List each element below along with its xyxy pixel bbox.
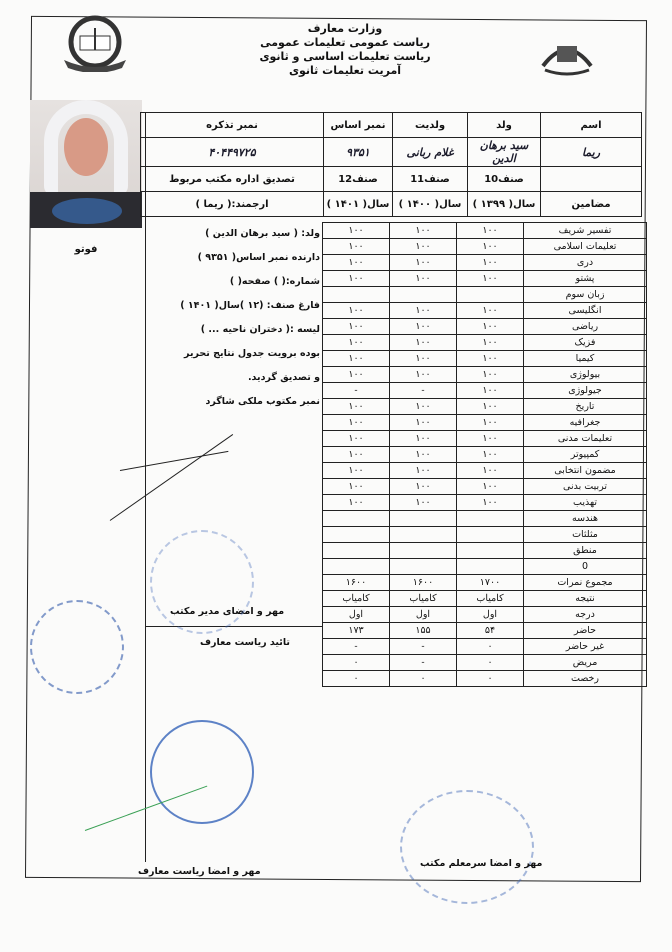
grade-10-value: ۱۷۰۰ <box>457 575 524 591</box>
subject-row <box>323 479 647 495</box>
subject-name: تفسیر شریف <box>524 223 647 239</box>
grade-10-value: ۱۰۰ <box>457 415 524 431</box>
label-name: اسم <box>541 113 642 138</box>
subject-row <box>323 367 647 383</box>
grade-12-value <box>323 287 390 303</box>
grade-12-value: ۱۰۰ <box>323 351 390 367</box>
subject-name: تربیت بدنی <box>524 479 647 495</box>
head-teacher-stamp <box>400 790 534 904</box>
side-holder: دارنده نمبر اساس( ۹۳۵۱ ) <box>197 252 320 263</box>
footer-right-signature: مهر و امضا سرمعلم مکتب <box>420 858 543 869</box>
grade-12-value: ۱۰۰ <box>323 303 390 319</box>
grade-12-value: ۱۰۰ <box>323 447 390 463</box>
grade-10-value: ۱۰۰ <box>457 223 524 239</box>
grade-12-value: ۰ <box>323 655 390 671</box>
side-number: شماره:( ) صفحه( ) <box>229 276 320 287</box>
grade-12-value: ۱۰۰ <box>323 255 390 271</box>
grade-11-value: ۱۰۰ <box>390 303 457 319</box>
grade-11-value <box>390 527 457 543</box>
subject-row <box>323 463 647 479</box>
grade-10-value: ۵۴ <box>457 623 524 639</box>
grade-10-value: ۱۰۰ <box>457 239 524 255</box>
header-grade-11: صنف11 <box>393 167 468 192</box>
header-approval: تصدیق اداره مکتب مربوط <box>141 167 324 192</box>
subject-name: تعلیمات اسلامی <box>524 239 647 255</box>
grade-11-value: ۱۰۰ <box>390 415 457 431</box>
grade-10-value: ۱۰۰ <box>457 431 524 447</box>
official-stamp <box>30 600 124 694</box>
grade-11-value: ۱۶۰۰ <box>390 575 457 591</box>
value-son-of: سید برهان الدین <box>468 138 541 167</box>
grade-12-value: ۱۰۰ <box>323 223 390 239</box>
subject-row <box>323 351 647 367</box>
subject-name: انگلیسی <box>524 303 647 319</box>
grade-10-value: ۱۰۰ <box>457 351 524 367</box>
subject-row <box>323 399 647 415</box>
summary-row <box>323 591 647 607</box>
grade-10-value: ۱۰۰ <box>457 399 524 415</box>
subject-name: تهذیب <box>524 495 647 511</box>
grade-11-value: ۱۰۰ <box>390 239 457 255</box>
subject-row <box>323 319 647 335</box>
subject-name: جغرافیه <box>524 415 647 431</box>
subject-row <box>323 239 647 255</box>
subject-name: تاریخ <box>524 399 647 415</box>
grade-11-value: ۱۰۰ <box>390 447 457 463</box>
grade-10-value: ۱۰۰ <box>457 335 524 351</box>
subject-row <box>323 527 647 543</box>
value-base-number: ۹۳۵۱ <box>324 138 393 167</box>
grade-12-value: ۱۰۰ <box>323 319 390 335</box>
summary-row <box>323 623 647 639</box>
year-grade-10: سال( ۱۳۹۹ ) <box>468 192 541 217</box>
grade-10-value: ۱۰۰ <box>457 447 524 463</box>
grade-12-value: ۰ <box>323 671 390 687</box>
education-dept-stamp <box>150 720 254 824</box>
grade-11-value: ۱۰۰ <box>390 367 457 383</box>
grade-12-value <box>323 543 390 559</box>
grade-12-value <box>323 527 390 543</box>
national-emblem-icon <box>535 30 599 78</box>
subject-name: درجه <box>524 607 647 623</box>
subject-name: مریض <box>524 655 647 671</box>
value-name: ریما <box>541 138 642 167</box>
summary-row <box>323 575 647 591</box>
grade-11-value: ۱۰۰ <box>390 223 457 239</box>
subject-row <box>323 495 647 511</box>
label-father: ولدیت <box>393 113 468 138</box>
side-verified-2: و تصدیق گردید. <box>247 372 320 383</box>
grade-10-value <box>457 527 524 543</box>
grade-12-value: ۱۰۰ <box>323 271 390 287</box>
grade-10-value: ۱۰۰ <box>457 479 524 495</box>
value-id-number: ۴۰۴۴۹۷۲۵ <box>141 138 324 167</box>
grade-11-value: اول <box>390 607 457 623</box>
subject-name: کیمیا <box>524 351 647 367</box>
grade-11-value: ۱۰۰ <box>390 335 457 351</box>
grade-11-value: ۱۵۵ <box>390 623 457 639</box>
subject-row <box>323 383 647 399</box>
subject-name: ریاضی <box>524 319 647 335</box>
subject-name: فزیک <box>524 335 647 351</box>
label-base-number: نمبر اساس <box>324 113 393 138</box>
grade-10-value: اول <box>457 607 524 623</box>
grade-12-value: ۱۰۰ <box>323 479 390 495</box>
value-father: غلام ربانی <box>393 138 468 167</box>
student-info-table <box>140 112 642 217</box>
grade-11-value <box>390 543 457 559</box>
document-header <box>230 22 460 78</box>
subject-row <box>323 543 647 559</box>
grade-12-value: ۱۰۰ <box>323 415 390 431</box>
subject-name: مثلثات <box>524 527 647 543</box>
subject-name: کمپیوتر <box>524 447 647 463</box>
grade-10-value <box>457 559 524 575</box>
subject-row <box>323 335 647 351</box>
grade-10-value: ۱۰۰ <box>457 383 524 399</box>
grade-11-value: ۱۰۰ <box>390 431 457 447</box>
grade-11-value <box>390 511 457 527</box>
subject-row <box>323 415 647 431</box>
subject-row <box>323 559 647 575</box>
side-rank: ارجمند:( ریما ) <box>141 192 324 217</box>
subject-row <box>323 287 647 303</box>
subject-name: بیولوژی <box>524 367 647 383</box>
subject-row <box>323 447 647 463</box>
grade-12-value: ۱۰۰ <box>323 399 390 415</box>
grade-12-value: اول <box>323 607 390 623</box>
grade-11-value: ۱۰۰ <box>390 479 457 495</box>
header-grade-12: صنف12 <box>324 167 393 192</box>
subject-row <box>323 271 647 287</box>
year-grade-12: سال( ۱۴۰۱ ) <box>324 192 393 217</box>
subject-name: هندسه <box>524 511 647 527</box>
grade-10-value <box>457 543 524 559</box>
grade-10-value: ۱۰۰ <box>457 463 524 479</box>
grade-11-value: ۱۰۰ <box>390 351 457 367</box>
grade-10-value: ۱۰۰ <box>457 367 524 383</box>
grade-12-value: ۱۰۰ <box>323 239 390 255</box>
header-line-4: آمریت تعلیمات ثانوی <box>288 64 402 77</box>
grade-10-value <box>457 287 524 303</box>
school-stamp <box>150 530 254 634</box>
student-photo <box>30 100 142 228</box>
subject-name: منطق <box>524 543 647 559</box>
summary-row <box>323 607 647 623</box>
grade-12-value <box>323 559 390 575</box>
grade-12-value: ۱۰۰ <box>323 335 390 351</box>
dept-approval-label: تائید ریاست معارف <box>200 637 290 648</box>
label-son-of: ولد <box>468 113 541 138</box>
grade-12-value: - <box>323 639 390 655</box>
grade-11-value: ۱۰۰ <box>390 399 457 415</box>
header-subjects: مضامین <box>541 192 642 217</box>
grade-11-value: کامیاب <box>390 591 457 607</box>
grade-10-value: ۰ <box>457 655 524 671</box>
subject-name: تعلیمات مدنی <box>524 431 647 447</box>
grade-11-value: ۱۰۰ <box>390 319 457 335</box>
grade-10-value: کامیاب <box>457 591 524 607</box>
side-graduated: فارغ صنف: (۱۲ )سال( ۱۴۰۱ ) <box>180 300 320 311</box>
subject-row <box>323 431 647 447</box>
grade-12-value: ۱۰۰ <box>323 495 390 511</box>
summary-row <box>323 639 647 655</box>
subject-row <box>323 255 647 271</box>
summary-row <box>323 655 647 671</box>
subject-name: مضمون انتخابی <box>524 463 647 479</box>
subject-name: رخصت <box>524 671 647 687</box>
side-lycee: لیسه :( دختران ناحیه ... ) <box>200 324 320 335</box>
grade-10-value: ۱۰۰ <box>457 255 524 271</box>
director-signature-label: مهر و امضای مدیر مکتب <box>170 606 285 617</box>
subject-name: مجموع نمرات <box>524 575 647 591</box>
label-id-number: نمبر تذکره <box>141 113 324 138</box>
grade-10-value: ۱۰۰ <box>457 495 524 511</box>
grade-10-value: ۱۰۰ <box>457 319 524 335</box>
year-grade-11: سال( ۱۴۰۰ ) <box>393 192 468 217</box>
photo-label: فوتو <box>74 244 98 255</box>
grade-12-value: ۱۶۰۰ <box>323 575 390 591</box>
subject-name: نتیجه <box>524 591 647 607</box>
certification-text <box>146 222 320 414</box>
header-line-2: ریاست عمومی تعلیمات عمومی <box>260 36 430 49</box>
subject-name: زبان سوم <box>524 287 647 303</box>
grade-11-value: ۱۰۰ <box>390 255 457 271</box>
grade-11-value: ۰ <box>390 671 457 687</box>
grade-12-value: - <box>323 383 390 399</box>
grade-12-value: کامیاب <box>323 591 390 607</box>
grade-11-value <box>390 287 457 303</box>
subject-name: دری <box>524 255 647 271</box>
grade-10-value: ۱۰۰ <box>457 271 524 287</box>
grade-12-value: ۱۰۰ <box>323 367 390 383</box>
header-line-3: ریاست تعلیمات اساسی و ثانوی <box>259 50 431 63</box>
ministry-emblem-icon <box>58 14 132 72</box>
grade-12-value: ۱۰۰ <box>323 431 390 447</box>
grade-12-value: ۱۷۳ <box>323 623 390 639</box>
subject-row <box>323 223 647 239</box>
side-son: ولد: ( سید برهان الدین ) <box>205 228 320 239</box>
grade-11-value: ۱۰۰ <box>390 271 457 287</box>
grade-11-value: ۱۰۰ <box>390 495 457 511</box>
grade-10-value: ۰ <box>457 639 524 655</box>
subject-row <box>323 303 647 319</box>
subject-row <box>323 511 647 527</box>
subject-name: غیر حاضر <box>524 639 647 655</box>
grade-10-value: ۱۰۰ <box>457 303 524 319</box>
grade-11-value: ۱۰۰ <box>390 463 457 479</box>
subject-name: 0 <box>524 559 647 575</box>
header-grade-10: صنف10 <box>468 167 541 192</box>
side-verified-1: بوده برویت جدول نتایج تحریر <box>184 348 320 359</box>
grades-table <box>322 222 647 687</box>
grade-11-value: - <box>390 655 457 671</box>
subject-name: حاضر <box>524 623 647 639</box>
grade-11-value <box>390 559 457 575</box>
side-maktub: نمبر مکتوب ملکی شاگرد <box>205 396 320 407</box>
grade-10-value: ۰ <box>457 671 524 687</box>
grade-11-value: - <box>390 639 457 655</box>
subject-name: جیولوژی <box>524 383 647 399</box>
summary-row <box>323 671 647 687</box>
grade-10-value <box>457 511 524 527</box>
footer-left-signature: مهر و امضا ریاست معارف <box>138 866 261 877</box>
grade-11-value: - <box>390 383 457 399</box>
subject-name: پشتو <box>524 271 647 287</box>
header-line-1: وزارت معارف <box>307 22 383 35</box>
grade-12-value: ۱۰۰ <box>323 463 390 479</box>
grade-12-value <box>323 511 390 527</box>
